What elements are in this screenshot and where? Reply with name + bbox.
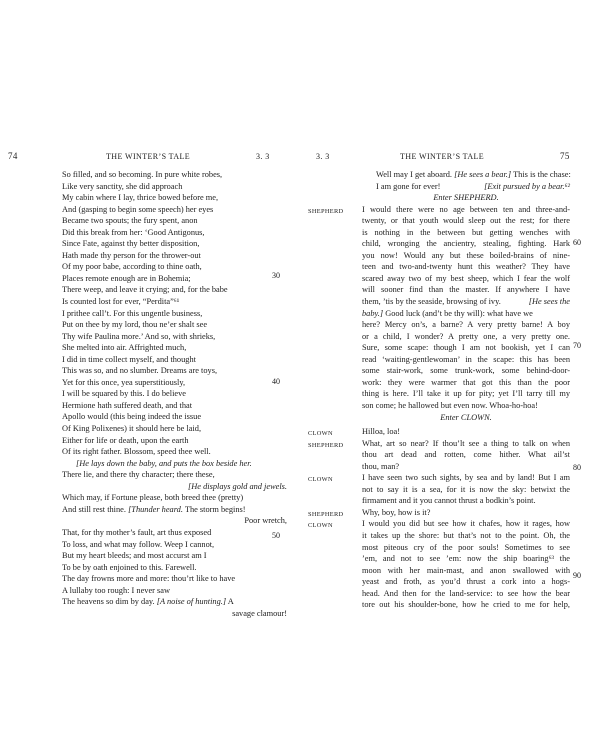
right-running-head: THE WINTER’S TALE: [400, 152, 485, 161]
stage-direction: [Thunder heard.: [128, 504, 183, 514]
prose-line: some stair-work, some trunk-work, some behind-door-: [362, 366, 570, 376]
line-number: 90: [573, 571, 581, 580]
prose-line: firmament and it you cannot thrust a bodkin’s point.: [362, 496, 536, 506]
prose-line: Hilloa, loa!: [362, 427, 400, 437]
line-number: 60: [573, 238, 581, 247]
prose-line: you now! Would any but these boiled-brains of nine-: [362, 250, 570, 260]
prose-line: it takes up the shore: but that’s not to the point. Oh, the: [362, 530, 570, 540]
speaker-name: SHEPHERD: [308, 207, 344, 215]
verse-line: Hermione hath suffered death, and that: [62, 400, 193, 410]
left-verse-block: [62, 169, 287, 619]
speech-clown: [308, 518, 570, 610]
prose-line: Sure, some scape: though I am not bookish, yet I can: [362, 343, 570, 353]
prose-line: thou art dead and rotten, come hither. What ail’st: [362, 450, 570, 460]
stage-direction: baby.]: [362, 308, 384, 318]
verse-line: Like very sanctity, she did approach: [62, 181, 183, 191]
verse-line: My cabin where I lay, thrice bowed before me,: [62, 193, 219, 203]
verse-line: Of King Polixenes) it should here be laid,: [62, 424, 202, 434]
speech-shepherd: [308, 438, 570, 473]
verse-line: So filled, and so becoming. In pure white robes,: [62, 170, 223, 179]
verse-line: Apollo would (this being indeed the issue: [62, 412, 202, 422]
prose-line: or a child, I wonder? A pretty one, a very pretty one.: [362, 331, 570, 341]
prose-line: [362, 308, 570, 320]
prose-line: son come; he hallowed but even now. Whoa-ho-hoa!: [362, 400, 538, 410]
verse-line: A lullaby too rough: I never saw: [62, 585, 170, 595]
speaker-name: CLOWN: [308, 430, 333, 438]
entrance-direction: Enter SHEPHERD.: [433, 193, 499, 203]
verse-text: And still rest thine.: [62, 504, 126, 514]
speaker-name: SHEPHERD: [308, 510, 344, 518]
stage-direction: [He displays gold and jewels.: [188, 481, 287, 491]
verse-line: savage clamour!: [232, 608, 287, 618]
prose-text: Good luck (and’t be thy will): what have we: [385, 308, 533, 318]
prose-line: work: they were warmer that got this than the poor: [362, 377, 570, 387]
verse-line: That, for thy mother’s fault, art thus exposed: [62, 527, 212, 537]
verse-line: [362, 169, 570, 181]
prose-text: them, ’tis by the seaside, browsing of ivy.: [362, 297, 501, 307]
prose-line: not to say it is a sea, for it is now the sky: betwixt the: [362, 484, 570, 494]
verse-text: I am gone for ever!: [376, 181, 441, 191]
verse-line: [62, 596, 287, 608]
verse-line: Is counted lost for ever, “Perdita”⁶¹: [62, 297, 180, 307]
prose-line: most piteous cry of the poor souls! Sometimes to see: [362, 542, 570, 552]
left-page: [0, 150, 300, 750]
prose-line: [362, 296, 570, 308]
stage-direction: [He lays down the baby, and puts the box beside her.: [76, 458, 252, 468]
prose-line: head. And then for the land-service: to see how the bear: [362, 588, 570, 598]
verse-line: I will be squared by this. I do believe: [62, 389, 186, 399]
prose-line: scared away two of my best sheep, which I fear the wolf: [362, 273, 570, 283]
stage-direction: [He sees the: [528, 297, 570, 307]
verse-line: Of its right father. Blossom, speed thee well.: [62, 447, 211, 457]
prose-line: moon with her main-mast, and anon swallowed with: [362, 565, 570, 575]
verse-line: This was so, and no slumber. Dreams are toys,: [62, 366, 218, 376]
verse-line: Places remote enough are in Bohemia;: [62, 273, 191, 283]
verse-text: The heavens so dim by day.: [62, 597, 155, 607]
verse-line: Became two spouts; the fury spent, anon: [62, 216, 198, 226]
prose-line: teen and two-and-twenty hunt this weather? They have: [362, 262, 570, 272]
verse-line: I prithee call’t. For this ungentle business,: [62, 308, 203, 318]
line-number: 70: [573, 341, 581, 350]
verse-line: [362, 181, 570, 193]
prose-line: yeast and froth, as you’d thrust a cork into a hogs-: [362, 577, 570, 587]
verse-line: There lie, and there thy character; there these,: [62, 470, 215, 480]
line-number: 50: [272, 531, 280, 540]
verse-line: And (gasping to begin some speech) her eyes: [62, 204, 214, 214]
speaker-name: CLOWN: [308, 476, 333, 484]
verse-line: Poor wretch,: [244, 516, 287, 526]
verse-line: Since Fate, against thy better disposition,: [62, 239, 200, 249]
verse-line: Yet for this once, yea superstitiously,: [62, 377, 186, 387]
verse-line: Thy wife Paulina more.’ And so, with shrieks,: [62, 331, 216, 341]
prose-line: is nothing in the between but getting wenches with: [362, 227, 570, 237]
verse-text: This is the chase:: [513, 170, 571, 179]
prose-line: thou, man?: [362, 461, 400, 471]
verse-line: There weep, and leave it crying; and, for the babe: [62, 285, 228, 295]
prose-line: will sooner find than the master. If anywhere I have: [362, 285, 570, 295]
verse-line: But my heart bleeds; and most accurst am I: [62, 551, 207, 561]
line-number: 80: [573, 463, 581, 472]
right-page-number: 75: [560, 151, 570, 161]
speaker-name: SHEPHERD: [308, 441, 344, 449]
left-page-number: 74: [8, 151, 18, 161]
right-page: [300, 150, 600, 750]
prose-line: What, art so near? If thou’lt see a thing to talk on when: [362, 438, 570, 448]
speaker-name: CLOWN: [308, 522, 333, 530]
verse-text: A: [227, 597, 234, 607]
verse-line: Did this break from her: ‘Good Antigonus,: [62, 227, 205, 237]
left-act-scene: 3. 3: [256, 152, 270, 161]
entrance-direction: Enter CLOWN.: [440, 413, 492, 423]
speech-shepherd: [308, 204, 570, 412]
prose-line: I would there were no age between ten and three-and-: [362, 204, 570, 214]
right-text-block: [308, 169, 571, 611]
line-number: 30: [272, 271, 280, 280]
verse-line: To loss, and what may follow. Weep I cannot,: [62, 539, 215, 549]
verse-line: I did in time collect myself, and thought: [62, 354, 196, 364]
prose-line: tore out his shoulder-bone, how he cried to me for help,: [362, 600, 570, 610]
verse-line: She melted into air. Affrighted much,: [62, 343, 187, 353]
right-act-scene: 3. 3: [316, 152, 330, 161]
speech-shepherd: [308, 507, 570, 519]
prose-line: I have seen two such sights, by sea and by land! But I am: [362, 473, 570, 483]
prose-line: I would you did but see how it chafes, how it rages, how: [362, 519, 570, 529]
verse-line: Of my poor babe, according to thine oath,: [62, 262, 202, 272]
prose-line: ’em, and not to see ’em: now the ship boaring⁶³ the: [362, 554, 570, 564]
stage-direction: [A noise of hunting.]: [156, 597, 227, 607]
line-number: 40: [272, 377, 280, 386]
verse-line: Either for life or death, upon the earth: [62, 435, 189, 445]
verse-line: Put on thee by my lord, thou ne’er shalt see: [62, 320, 208, 330]
speech-clown: [308, 426, 570, 438]
prose-line: read ‘waiting-gentlewoman’ in the scape: this has been: [362, 354, 570, 364]
prose-line: here? Mercy on’s, a barne? A very pretty barne! A boy: [362, 320, 570, 330]
verse-line: Hath made thy person for the thrower-out: [62, 250, 201, 260]
stage-direction: [He sees a bear.]: [454, 170, 512, 179]
prose-line: Why, boy, how is it?: [362, 507, 431, 517]
prose-line: twenty, or that youth would sleep out the rest; for there: [362, 216, 570, 226]
verse-line: Which may, if Fortune please, both breed thee (pretty): [62, 493, 244, 503]
prose-line: child, wronging the ancientry, stealing, fighting. Hark: [362, 239, 570, 249]
speech-clown: [308, 472, 570, 507]
stage-direction: [Exit pursued by a bear.⁶²: [484, 181, 570, 191]
left-running-head: THE WINTER’S TALE: [106, 152, 191, 161]
verse-text: The storm begins!: [184, 504, 246, 514]
verse-line: [62, 504, 287, 516]
verse-text: Well may I get aboard.: [376, 170, 453, 179]
prose-line: thing is here. I’ll take it up for pity; yet I’ll tarry till my: [362, 389, 570, 399]
verse-line: The day frowns more and more: thou’rt like to have: [62, 574, 236, 584]
verse-line: To be by oath enjoined to this. Farewell.: [62, 562, 197, 572]
